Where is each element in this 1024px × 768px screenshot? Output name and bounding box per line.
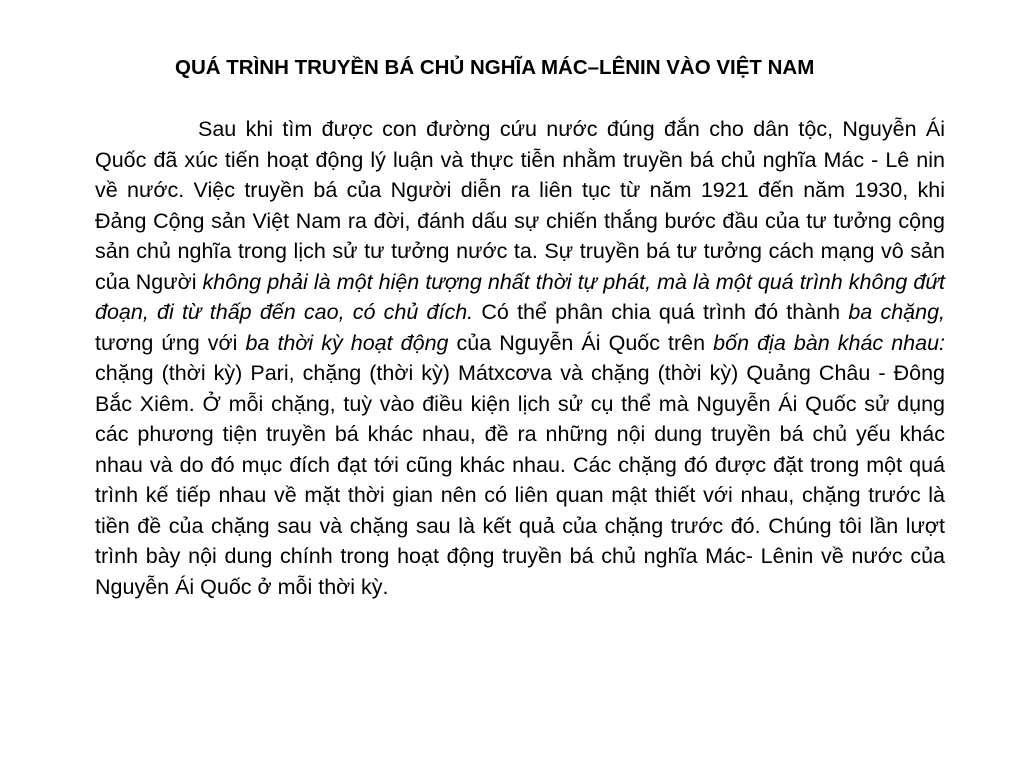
- paragraph-italic-segment: ba thời kỳ hoạt động: [245, 330, 449, 355]
- paragraph-segment: Sau khi tìm được con đường cứu nước đúng đắn cho dân tộc, Nguyễn Ái Quốc đã xúc tiến hoạt động lý luận và thực tiễn nhằm truyền bá chủ nghĩa Mác - Lê nin về nước. Việc truyền bá của Người diễn ra liên tục từ năm 1921 đến năm 1930, khi Đảng Cộng sản Việt Nam ra đời, đánh dấu sự chiến thắng bước đầu của tư tưởng cộng sản chủ nghĩa trong lịch sử tư tưởng nước ta. Sự truyền bá tư tưởng cách mạng vô sản của Người: [95, 117, 945, 294]
- page-title: QUÁ TRÌNH TRUYỀN BÁ CHỦ NGHĨA MÁC–LÊNIN VÀO VIỆT NAM: [175, 56, 815, 79]
- paragraph-segment: của Nguyễn Ái Quốc trên: [448, 330, 714, 355]
- paragraph-segment: tương ứng với: [95, 330, 246, 355]
- paragraph-italic-segment: không phải là một hiện tượng nhất thời tự phát, mà là một quá trình không đứt đoạn, đi từ thấp đến cao, có chủ đích.: [95, 269, 945, 324]
- paragraph-italic-segment: ba chặng,: [848, 300, 946, 324]
- paragraph-segment: Có thể phân chia quá trình đó thành: [473, 300, 849, 324]
- body-paragraph: [95, 114, 945, 602]
- paragraph-italic-segment: bốn địa bàn khác nhau:: [713, 330, 946, 355]
- paragraph-segment: chặng (thời kỳ) Pari, chặng (thời kỳ) Mátxcơva và chặng (thời kỳ) Quảng Châu - Đông Bắc Xiêm. Ở mỗi chặng, tuỳ vào điều kiện lịch sử cụ thể mà Nguyễn Ái Quốc sử dụng các phương tiện truyền bá khác nhau, đề ra những nội dung truyền bá chủ yếu khác nhau và do đó mục đích đạt tới cũng khác nhau. Các chặng đó được đặt trong một quá trình kế tiếp nhau về mặt thời gian nên có liên quan mật thiết với nhau, chặng trước là tiền đề của chặng sau và chặng sau là kết quả của chặng trước đó. Chúng tôi lần lượt trình bày nội dung chính trong hoạt động truyền bá chủ nghĩa Mác- Lênin về nước của Nguyễn Ái Quốc ở mỗi thời kỳ.: [95, 361, 945, 599]
- slide-content: [95, 52, 945, 602]
